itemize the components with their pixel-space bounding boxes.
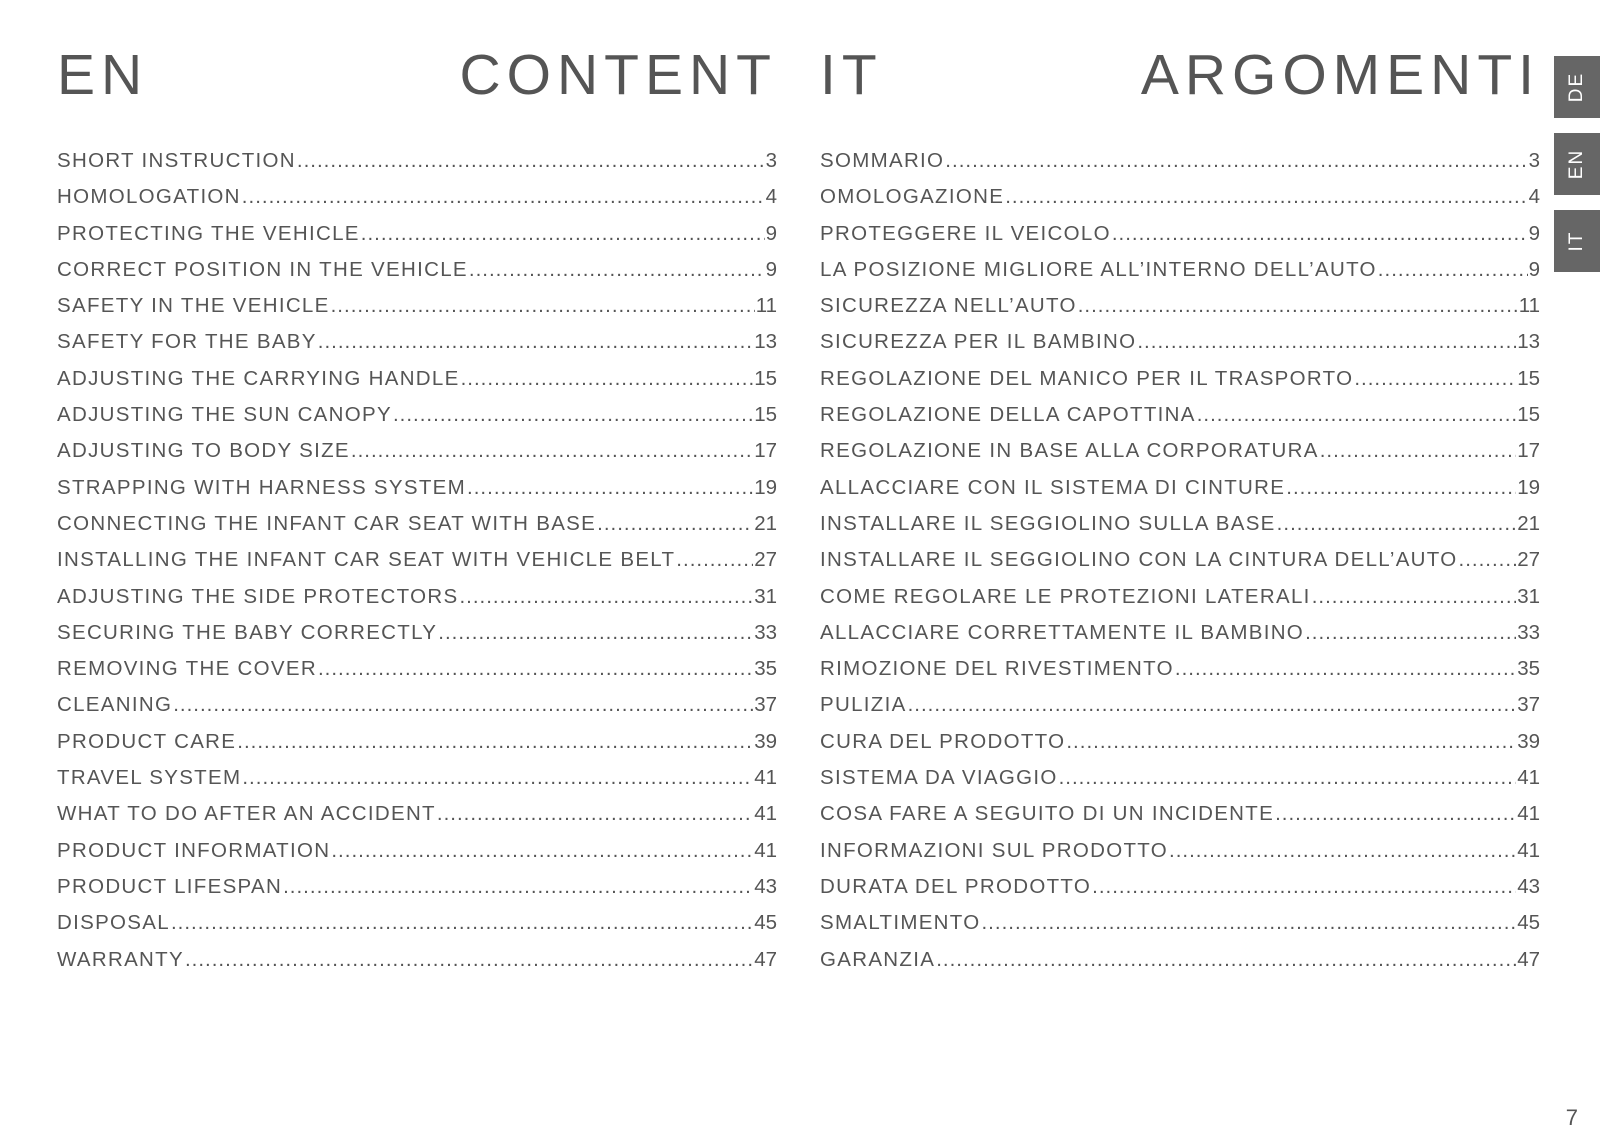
toc-entry-label: STRAPPING WITH HARNESS SYSTEM — [57, 475, 467, 499]
dot-leader — [331, 839, 753, 863]
toc-entry-page-number: 39 — [754, 729, 777, 753]
toc-entry-label: CORRECT POSITION IN THE VEHICLE — [57, 257, 468, 281]
toc-entry[interactable] — [820, 367, 1540, 403]
toc-entry-label: ADJUSTING THE SIDE PROTECTORS — [57, 584, 459, 608]
toc-entry-page-number: 41 — [1517, 766, 1540, 790]
dot-leader — [361, 222, 765, 246]
dot-leader — [459, 585, 753, 609]
toc-entry-label: SAFETY FOR THE BABY — [57, 330, 317, 354]
toc-entry[interactable] — [820, 802, 1540, 838]
toc-entry[interactable] — [57, 693, 777, 729]
dot-leader — [437, 802, 753, 826]
toc-entry-page-number: 41 — [1517, 802, 1540, 826]
toc-entry-page-number: 13 — [754, 330, 777, 354]
toc-entry[interactable] — [57, 367, 777, 403]
toc-entry-label: INSTALLARE IL SEGGIOLINO SULLA BASE — [820, 511, 1276, 535]
toc-entry[interactable] — [57, 911, 777, 947]
dot-leader — [393, 403, 753, 427]
toc-entry-page-number: 3 — [1528, 149, 1540, 172]
toc-entry-label: SICUREZZA NELL’AUTO — [820, 294, 1077, 318]
toc-entry-page-number: 31 — [754, 584, 777, 608]
toc-entry-page-number: 15 — [1517, 403, 1540, 427]
toc-entry-label: ALLACCIARE CON IL SISTEMA DI CINTURE — [820, 475, 1286, 499]
dot-leader — [1277, 512, 1517, 536]
language-code-it: IT — [820, 43, 883, 107]
dot-leader — [1005, 185, 1527, 209]
toc-entry[interactable] — [820, 258, 1540, 294]
dot-leader — [318, 657, 753, 681]
dot-leader — [331, 294, 755, 318]
toc-entry-label: PRODUCT LIFESPAN — [57, 874, 283, 898]
dot-leader — [1137, 330, 1516, 354]
toc-entry[interactable] — [57, 875, 777, 911]
toc-entry[interactable] — [57, 476, 777, 512]
toc-entry-label: ADJUSTING THE SUN CANOPY — [57, 403, 392, 427]
toc-entry-page-number: 47 — [1517, 947, 1540, 971]
toc-entry-page-number: 41 — [1517, 838, 1540, 862]
toc-entry[interactable] — [820, 403, 1540, 439]
toc-entry-label: SECURING THE BABY CORRECTLY — [57, 620, 438, 644]
section-heading-it — [820, 40, 1540, 110]
toc-entry-page-number: 11 — [755, 294, 777, 318]
toc-entry-label: COSA FARE A SEGUITO DI UN INCIDENTE — [820, 802, 1275, 826]
toc-entry[interactable] — [57, 839, 777, 875]
toc-entry[interactable] — [820, 693, 1540, 729]
dot-leader — [318, 330, 753, 354]
toc-entry[interactable] — [57, 730, 777, 766]
dot-leader — [283, 875, 753, 899]
dot-leader — [1175, 657, 1516, 681]
toc-entry-label: DURATA DEL PRODOTTO — [820, 874, 1092, 898]
toc-entry[interactable] — [57, 258, 777, 294]
toc-entry-label: REMOVING THE COVER — [57, 657, 317, 681]
toc-entry-page-number: 33 — [1517, 620, 1540, 644]
dot-leader — [438, 621, 753, 645]
toc-entry-page-number: 15 — [1517, 366, 1540, 390]
toc-entry-page-number: 9 — [765, 257, 777, 281]
dot-leader — [237, 730, 753, 754]
toc-entry-label: SMALTIMENTO — [820, 911, 981, 935]
toc-entry-label: ADJUSTING TO BODY SIZE — [57, 439, 350, 463]
toc-entry-label: SICUREZZA PER IL BAMBINO — [820, 330, 1137, 354]
toc-entry[interactable] — [57, 548, 777, 584]
toc-entry[interactable] — [57, 294, 777, 330]
toc-entry[interactable] — [57, 512, 777, 548]
toc-entry-page-number: 37 — [1517, 693, 1540, 717]
toc-entry-page-number: 43 — [1517, 874, 1540, 898]
toc-entry-label: CLEANING — [57, 693, 173, 717]
toc-entry-page-number: 3 — [765, 149, 777, 172]
toc-entry-page-number: 41 — [754, 766, 777, 790]
dot-leader — [1078, 294, 1518, 318]
dot-leader — [981, 911, 1516, 935]
dot-leader — [351, 439, 753, 463]
dot-leader — [676, 548, 753, 572]
dot-leader — [469, 258, 765, 282]
dot-leader — [1305, 621, 1516, 645]
toc-entry-label: ADJUSTING THE CARRYING HANDLE — [57, 366, 460, 390]
toc-entry-label: ALLACCIARE CORRETTAMENTE IL BAMBINO — [820, 620, 1305, 644]
toc-entry-page-number: 41 — [754, 802, 777, 826]
toc-entry[interactable] — [820, 294, 1540, 330]
toc-entry-page-number: 35 — [1517, 657, 1540, 681]
toc-entry-label: WHAT TO DO AFTER AN ACCIDENT — [57, 802, 436, 826]
toc-entry-label: REGOLAZIONE DEL MANICO PER IL TRASPORTO — [820, 366, 1354, 390]
toc-entry-label: PRODUCT INFORMATION — [57, 838, 331, 862]
toc-entry-label: DISPOSAL — [57, 911, 170, 935]
toc-entry-page-number: 27 — [1517, 548, 1540, 572]
dot-leader — [1066, 730, 1516, 754]
language-tab-de[interactable] — [1554, 56, 1600, 118]
dot-leader — [242, 766, 753, 790]
toc-entry-label: RIMOZIONE DEL RIVESTIMENTO — [820, 657, 1174, 681]
language-tab-label: EN — [1566, 148, 1587, 180]
dot-leader — [1312, 585, 1517, 609]
dot-leader — [461, 367, 754, 391]
toc-entry-label: HOMOLOGATION — [57, 185, 241, 209]
dot-leader — [185, 948, 753, 972]
toc-entry[interactable] — [57, 657, 777, 693]
toc-entry-label: SHORT INSTRUCTION — [57, 149, 296, 172]
dot-leader — [936, 948, 1516, 972]
toc-entry-page-number: 11 — [1518, 294, 1540, 318]
toc-entry-label: SOMMARIO — [820, 149, 945, 172]
toc-entry[interactable] — [820, 657, 1540, 693]
toc-entry[interactable] — [57, 802, 777, 838]
toc-list-en — [57, 149, 777, 984]
toc-entry[interactable] — [57, 948, 777, 984]
language-tab-it[interactable] — [1554, 210, 1600, 272]
toc-entry-label: SISTEMA DA VIAGGIO — [820, 766, 1058, 790]
toc-entry-page-number: 47 — [754, 947, 777, 971]
toc-entry[interactable] — [57, 222, 777, 258]
toc-entry[interactable] — [57, 585, 777, 621]
toc-list-it — [820, 149, 1540, 984]
toc-entry[interactable] — [57, 766, 777, 802]
language-code-en: EN — [57, 43, 149, 107]
page-title-en: CONTENT — [459, 43, 777, 107]
dot-leader — [908, 693, 1517, 717]
toc-entry-page-number: 35 — [754, 657, 777, 681]
toc-entry-label: PROTECTING THE VEHICLE — [57, 221, 360, 245]
toc-entry-label: PROTEGGERE IL VEICOLO — [820, 221, 1111, 245]
toc-entry[interactable] — [820, 185, 1540, 221]
dot-leader — [1286, 476, 1516, 500]
toc-entry[interactable] — [820, 439, 1540, 475]
language-tabs — [1554, 56, 1600, 287]
language-tab-en[interactable] — [1554, 133, 1600, 195]
dot-leader — [945, 149, 1527, 173]
toc-entry-page-number: 19 — [754, 475, 777, 499]
page-number: 7 — [1565, 1105, 1578, 1130]
dot-leader — [1378, 258, 1528, 282]
toc-entry-label: WARRANTY — [57, 947, 184, 971]
toc-entry-page-number: 4 — [765, 185, 777, 209]
toc-entry-page-number: 13 — [1517, 330, 1540, 354]
toc-entry-page-number: 9 — [765, 221, 777, 245]
toc-entry-label: PRODUCT CARE — [57, 729, 237, 753]
toc-entry[interactable] — [820, 222, 1540, 258]
toc-entry-label: CONNECTING THE INFANT CAR SEAT WITH BASE — [57, 511, 597, 535]
toc-entry[interactable] — [820, 948, 1540, 984]
toc-entry-label: SAFETY IN THE VEHICLE — [57, 294, 330, 318]
language-tab-label: DE — [1566, 71, 1587, 103]
toc-entry-label: PULIZIA — [820, 693, 907, 717]
toc-entry-label: INSTALLARE IL SEGGIOLINO CON LA CINTURA DELL’AUTO — [820, 548, 1458, 572]
dot-leader — [1320, 439, 1517, 463]
dot-leader — [1354, 367, 1516, 391]
toc-entry-page-number: 9 — [1528, 257, 1540, 281]
toc-entry-page-number: 21 — [1517, 511, 1540, 535]
toc-entry[interactable] — [57, 330, 777, 366]
toc-entry[interactable] — [57, 403, 777, 439]
page-title-it: ARGOMENTI — [1140, 43, 1540, 107]
toc-entry-label: GARANZIA — [820, 947, 936, 971]
toc-entry-page-number: 33 — [754, 620, 777, 644]
toc-entry[interactable] — [820, 548, 1540, 584]
toc-entry-label: TRAVEL SYSTEM — [57, 766, 242, 790]
toc-entry[interactable] — [820, 512, 1540, 548]
toc-entry-label: OMOLOGAZIONE — [820, 185, 1005, 209]
language-tab-label: IT — [1566, 230, 1587, 252]
toc-entry-page-number: 17 — [1517, 439, 1540, 463]
toc-entry-label: REGOLAZIONE DELLA CAPOTTINA — [820, 403, 1196, 427]
toc-entry[interactable] — [820, 585, 1540, 621]
toc-entry-label: COME REGOLARE LE PROTEZIONI LATERALI — [820, 584, 1311, 608]
dot-leader — [242, 185, 765, 209]
toc-entry-page-number: 17 — [754, 439, 777, 463]
toc-entry-label: CURA DEL PRODOTTO — [820, 729, 1066, 753]
toc-entry-label: INSTALLING THE INFANT CAR SEAT WITH VEHICLE BELT — [57, 548, 676, 572]
toc-entry[interactable] — [820, 149, 1540, 185]
toc-entry-page-number: 27 — [754, 548, 777, 572]
toc-entry[interactable] — [57, 621, 777, 657]
toc-entry-page-number: 9 — [1528, 221, 1540, 245]
toc-entry[interactable] — [820, 766, 1540, 802]
toc-entry-page-number: 4 — [1528, 185, 1540, 209]
dot-leader — [297, 149, 765, 173]
toc-entry-page-number: 31 — [1517, 584, 1540, 608]
dot-leader — [171, 911, 753, 935]
dot-leader — [1197, 403, 1516, 427]
toc-entry-label: REGOLAZIONE IN BASE ALLA CORPORATURA — [820, 439, 1319, 463]
toc-entry-page-number: 45 — [754, 911, 777, 935]
dot-leader — [597, 512, 753, 536]
dot-leader — [1275, 802, 1516, 826]
dot-leader — [1112, 222, 1528, 246]
toc-entry[interactable] — [820, 730, 1540, 766]
toc-entry[interactable] — [820, 875, 1540, 911]
dot-leader — [1459, 548, 1517, 572]
toc-entry[interactable] — [820, 839, 1540, 875]
toc-entry-page-number: 39 — [1517, 729, 1540, 753]
toc-entry-page-number: 45 — [1517, 911, 1540, 935]
toc-entry-page-number: 41 — [754, 838, 777, 862]
toc-entry-page-number: 19 — [1517, 475, 1540, 499]
toc-entry[interactable] — [820, 621, 1540, 657]
dot-leader — [1092, 875, 1516, 899]
dot-leader — [1169, 839, 1516, 863]
toc-entry[interactable] — [820, 476, 1540, 512]
toc-entry-label: INFORMAZIONI SUL PRODOTTO — [820, 838, 1168, 862]
toc-entry-page-number: 15 — [754, 366, 777, 390]
section-heading-en — [57, 40, 777, 110]
toc-entry[interactable] — [820, 330, 1540, 366]
dot-leader — [173, 693, 753, 717]
toc-entry[interactable] — [820, 911, 1540, 947]
toc-entry-page-number: 15 — [754, 403, 777, 427]
toc-entry-label: LA POSIZIONE MIGLIORE ALL’INTERNO DELL’AUTO — [820, 257, 1377, 281]
toc-entry-page-number: 21 — [754, 511, 777, 535]
dot-leader — [467, 476, 753, 500]
toc-entry[interactable] — [57, 185, 777, 221]
dot-leader — [1059, 766, 1517, 790]
toc-entry[interactable] — [57, 149, 777, 185]
toc-entry-page-number: 43 — [754, 874, 777, 898]
toc-entry-page-number: 37 — [754, 693, 777, 717]
toc-entry[interactable] — [57, 439, 777, 475]
